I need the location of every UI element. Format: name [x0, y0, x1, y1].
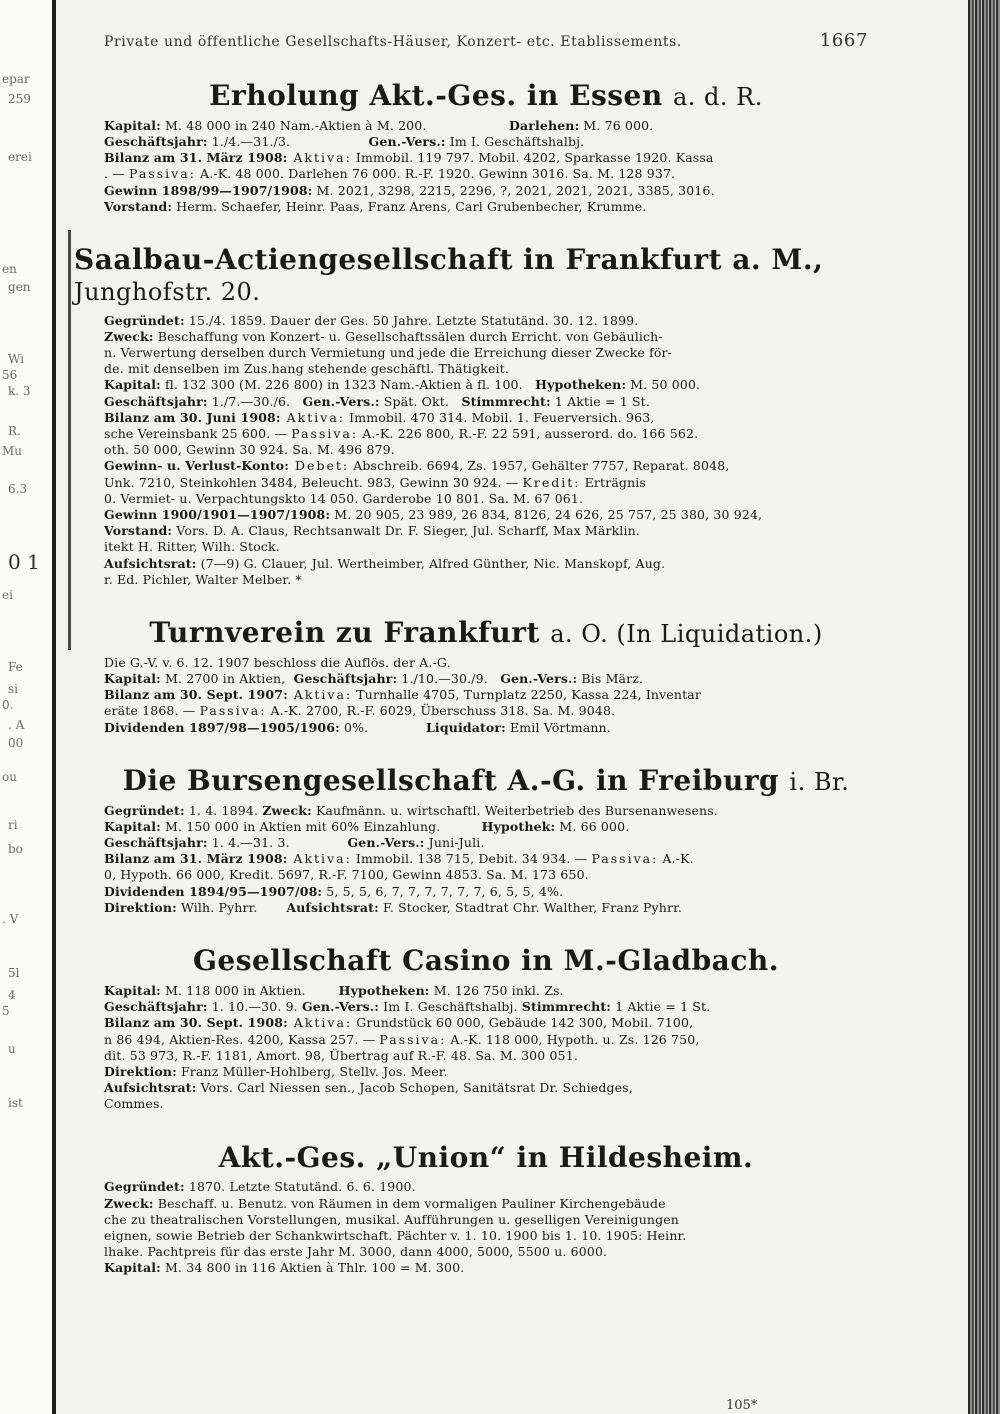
field-text: 1. 4. 1894.: [184, 802, 263, 818]
entry-line: [104, 166, 868, 182]
field-text: A.-K. 48 000. Darlehen 76 000. R.-F. 1920. Gewinn 3016. Sa. M. 128 937.: [195, 166, 676, 182]
spaced-label: Aktiva:: [287, 851, 352, 867]
entry-title-main: Turnverein zu Frankfurt: [149, 616, 540, 650]
field-text: Turnhalle 4705, Turnplatz 2250, Kassa 224, Inventar: [352, 687, 701, 703]
field-text: M. 2021, 3298, 2215, 2296, ?, 2021, 2021, 2021, 3385, 3016.: [312, 182, 715, 198]
field-text: M. 2700 in Aktien,: [160, 671, 294, 687]
entry-line: [104, 329, 868, 345]
field-text: Commes.: [104, 1096, 164, 1112]
field-label: Geschäftsjahr:: [104, 134, 208, 149]
field-text: Beschaff. u. Benutz. von Räumen in dem vormaligen Pauliner Kirchengebäude: [153, 1195, 666, 1211]
field-label: Gewinn- u. Verlust-Konto:: [104, 458, 290, 474]
entry-title: [104, 618, 868, 649]
field-text: Spät. Okt.: [379, 393, 462, 409]
entry-title: [104, 946, 868, 977]
entry-title-main: Die Bursengesellschaft A.-G. in Freiburg: [122, 763, 780, 797]
field-label: Bilanz am 30. Juni 1908:: [104, 409, 281, 425]
margin-fragment: 00: [8, 736, 24, 750]
entry-line: [104, 556, 868, 572]
entry-line: [104, 458, 868, 474]
entry-line: [104, 134, 868, 150]
entry-line: [104, 867, 868, 883]
field-text: 1. 10.—30. 9.: [207, 999, 302, 1015]
margin-fragment: Fe: [8, 660, 23, 674]
field-text: Vors. D. A. Claus, Rechtsanwalt Dr. F. Sieger, Jul. Scharff, Max Märklin.: [172, 523, 640, 539]
field-text: eignen, sowie Betrieb der Schankwirtschaft. Pächter v. 1. 10. 1900 bis 1. 10. 1905: Heinr.: [104, 1227, 687, 1243]
entry-line: [104, 803, 868, 819]
field-text: 5, 5, 5, 6, 7, 7, 7, 7, 7, 7, 6, 5, 5, 4%.: [322, 883, 564, 899]
field-text: Kaufmänn. u. wirtschaftl. Weiterbetrieb des Bursenanwesens.: [311, 802, 718, 818]
field-text: 0, Hypoth. 66 000, Kredit. 5697, R.-F. 7100, Gewinn 4853. Sa. M. 173 650.: [104, 867, 589, 883]
margin-fragment: 5l: [8, 966, 20, 980]
running-head-title: Private und öffentliche Gesellschafts-Häuser, Konzert- etc. Etablissements.: [104, 34, 682, 50]
field-label: Aufsichtsrat:: [104, 1080, 197, 1096]
entry-line: [104, 523, 868, 539]
entry-line: [104, 183, 868, 199]
field-text: che zu theatralischen Vorstellungen, musikal. Aufführungen u. geselligen Vereinigungen: [104, 1211, 679, 1227]
field-label: Bilanz am 31. März 1908:: [104, 150, 288, 166]
company-entry: [74, 243, 868, 588]
entry-title: [104, 763, 868, 797]
field-text: Franz Müller-Hohlberg, Stellv. Jos. Meer.: [176, 1063, 448, 1079]
field-text: n 86 494, Aktien-Res. 4200, Kassa 257. —: [104, 1031, 380, 1047]
field-label: Zweck:: [262, 802, 312, 818]
field-label: Stimmrecht:: [521, 999, 612, 1015]
company-entry: [104, 81, 868, 215]
field-label: Kapital:: [104, 377, 161, 393]
field-text: A.-K. 2700, R.-F. 6029, Überschuss 318. Sa. M. 9048.: [266, 703, 616, 719]
margin-fragment: Mu: [2, 444, 23, 458]
entry-line: [104, 835, 868, 851]
field-label: Vorstand:: [104, 523, 173, 539]
field-label: Hypotheken:: [535, 377, 627, 393]
field-label: Hypothek:: [481, 818, 556, 834]
entry-title-sub: a. O. (In Liquidation.): [550, 620, 823, 649]
field-label: Kapital:: [104, 818, 161, 834]
field-label: Gewinn 1898/99—1907/1908:: [104, 182, 313, 198]
field-label: Bilanz am 31. März 1908:: [104, 851, 288, 867]
entry-line: [104, 720, 868, 736]
field-label: Vorstand:: [104, 198, 173, 214]
field-label: Liquidator:: [425, 719, 506, 735]
field-label: Dividenden 1897/98—1905/1906:: [104, 719, 340, 735]
entry-line: [104, 1196, 868, 1212]
entry-line: [104, 1179, 868, 1195]
margin-fragment: en: [2, 262, 17, 276]
field-text: M. 118 000 in Aktien.: [160, 982, 339, 998]
entry-line: [104, 1244, 868, 1260]
entry-line: [104, 900, 868, 916]
margin-fragment: gen: [8, 280, 31, 294]
field-text: fl. 132 300 (M. 226 800) in 1323 Nam.-Aktien à fl. 100.: [160, 377, 536, 393]
field-label: Geschäftsjahr:: [293, 671, 398, 687]
field-label: Geschäftsjahr:: [104, 999, 208, 1015]
field-text: dit. 53 973, R.-F. 1181, Amort. 98, Übertrag auf R.-F. 48. Sa. M. 300 051.: [104, 1047, 578, 1063]
gutter-rule: [68, 230, 71, 650]
field-text: eräte 1868. —: [104, 703, 200, 719]
field-label: Gen.-Vers.:: [500, 671, 578, 687]
field-label: Stimmrecht:: [461, 393, 551, 409]
field-text: Immobil. 138 715, Debit. 34 934. —: [351, 851, 592, 867]
entry-line: [104, 377, 868, 393]
field-label: Zweck:: [104, 1195, 154, 1211]
field-label: Kapital:: [104, 117, 161, 133]
margin-fragment: 5: [2, 1004, 10, 1018]
entry-line: [104, 884, 868, 900]
field-text: M. 66 000.: [555, 818, 630, 834]
spaced-label: Passiva:: [199, 703, 267, 719]
field-text: Immobil. 470 314. Mobil. 1. Feuerversich. 963,: [345, 409, 655, 425]
field-text: Herm. Schaefer, Heinr. Paas, Franz Arens, Carl Grubenbecher, Krumme.: [172, 198, 647, 214]
field-text: Wilh. Pyhrr.: [176, 899, 287, 915]
entry-title: [104, 81, 868, 112]
entry-title: [104, 1140, 868, 1174]
company-entry: [104, 1140, 868, 1277]
field-text: Grundstück 60 000, Gebäude 142 300, Mobil. 7100,: [352, 1015, 694, 1031]
field-label: Kapital:: [104, 1260, 161, 1276]
field-label: Gen.-Vers.:: [368, 134, 446, 149]
company-entry: [104, 618, 868, 736]
field-text: Die G.-V. v. 6. 12. 1907 beschloss die Auflös. der A.-G.: [104, 654, 451, 670]
entry-title: [74, 245, 868, 307]
entry-line: [104, 851, 868, 867]
margin-fragment: 259: [8, 92, 31, 106]
field-label: Gen.-Vers.:: [301, 999, 380, 1015]
field-text: Emil Vörtmann.: [505, 719, 611, 735]
entry-title-sub: a. d. R.: [672, 83, 763, 111]
field-text: Juni-Juli.: [424, 835, 485, 851]
field-text: Bis März.: [577, 671, 644, 687]
entry-line: [104, 313, 868, 329]
margin-fragment: u: [8, 1042, 16, 1056]
entry-line: [104, 475, 868, 491]
field-label: Gewinn 1900/1901—1907/1908:: [104, 507, 331, 523]
entries-list: [74, 79, 868, 1277]
field-label: Kapital:: [104, 671, 161, 687]
field-text: r. Ed. Pichler, Walter Melber. *: [104, 571, 302, 587]
entry-line: [104, 655, 868, 671]
margin-fragment: 0.: [2, 698, 14, 712]
field-text: M. 48 000 in 240 Nam.-Aktien à M. 200.: [160, 117, 509, 133]
entry-line: [104, 1080, 868, 1096]
entry-line: [104, 1260, 868, 1276]
field-text: de. mit denselben im Zus.hang stehende geschäftl. Thätigkeit.: [104, 361, 509, 377]
field-label: Kapital:: [104, 982, 161, 998]
margin-fragment: bo: [8, 842, 23, 856]
entry-line: [104, 394, 868, 410]
margin-fragment: erei: [8, 150, 32, 164]
entry-title-sub: Junghofstr. 20.: [74, 277, 261, 306]
entry-line: [104, 1048, 868, 1064]
signature-mark: 105*: [726, 1398, 758, 1413]
entry-line: [104, 1096, 868, 1112]
field-label: Bilanz am 30. Sept. 1907:: [104, 687, 288, 703]
company-entry: [104, 946, 868, 1112]
field-label: Direktion:: [104, 899, 177, 915]
spaced-label: Passiva:: [591, 851, 659, 867]
page-edge-shadow: [968, 0, 1000, 1414]
field-label: Gegründet:: [104, 802, 185, 818]
spaced-label: Debet:: [289, 458, 350, 474]
entry-title-main: Saalbau-Actiengesellschaft in Frankfurt a. M.,: [74, 243, 824, 277]
field-text: 1./10.—30./9.: [397, 671, 501, 687]
entry-line: [104, 1212, 868, 1228]
margin-fragment: . V: [2, 912, 19, 926]
field-text: 1./4.—31./3.: [207, 134, 369, 149]
margin-fragment: ri: [8, 818, 18, 832]
field-label: Direktion:: [104, 1063, 177, 1079]
entry-line: [104, 1064, 868, 1080]
spaced-label: Passiva:: [291, 426, 359, 442]
margin-fragment: ou: [2, 770, 17, 784]
spaced-label: Aktiva:: [287, 687, 353, 703]
field-text: itekt H. Ritter, Wilh. Stock.: [104, 539, 280, 555]
field-label: Darlehen:: [508, 117, 580, 133]
entry-line: [104, 491, 868, 507]
entry-line: [104, 199, 868, 215]
field-text: F. Stocker, Stadtrat Chr. Walther, Franz Pyhrr.: [378, 899, 682, 915]
running-head: [104, 30, 868, 51]
entry-line: [104, 150, 868, 166]
field-text: Beschaffung von Konzert- u. Gesellschaftssälen durch Erricht. von Gebäulich-: [153, 328, 663, 344]
field-text: Abschreib. 6694, Zs. 1957, Gehälter 7757, Reparat. 8048,: [349, 458, 730, 474]
field-text: lhake. Pachtpreis für das erste Jahr M. 3000, dann 4000, 5000, 5500 u. 6000.: [104, 1244, 608, 1260]
field-label: Dividenden 1894/95—1907/08:: [104, 883, 323, 899]
margin-fragment: ist: [8, 1096, 23, 1110]
field-text: 1 Aktie = 1 St.: [550, 393, 650, 409]
entry-line: [104, 1228, 868, 1244]
left-margin-fragment: [0, 0, 56, 1414]
field-label: Aufsichtsrat:: [286, 899, 379, 915]
field-text: M. 150 000 in Aktien mit 60% Einzahlung.: [160, 818, 482, 834]
entry-line: [104, 572, 868, 588]
entry-line: [104, 1032, 868, 1048]
page-body: [74, 30, 868, 1307]
field-label: Bilanz am 30. Sept. 1908:: [104, 1015, 288, 1031]
field-label: Gen.-Vers.:: [302, 393, 380, 409]
field-text: M. 20 905, 23 989, 26 834, 8126, 24 626, 25 757, 25 380, 30 924,: [330, 507, 763, 523]
entry-title-main: Erholung Akt.-Ges. in Essen: [209, 79, 663, 112]
spaced-label: Kredit:: [522, 474, 581, 490]
field-label: Gegründet:: [104, 312, 185, 328]
margin-fragment: 6.3: [8, 482, 28, 496]
margin-fragment: si: [8, 682, 18, 696]
spaced-label: Passiva:: [129, 166, 196, 182]
field-label: Gegründet:: [104, 1179, 185, 1195]
margin-fragment: . A: [8, 718, 25, 732]
margin-fragment: R.: [8, 424, 21, 438]
page-number: 1667: [819, 30, 868, 51]
field-text: Erträgnis: [580, 474, 646, 490]
field-label: Geschäftsjahr:: [104, 393, 208, 409]
margin-fragment: k. 3: [8, 384, 31, 398]
field-text: Unk. 7210, Steinkohlen 3484, Beleucht. 983, Gewinn 30 924. —: [104, 474, 523, 490]
field-text: 1870. Letzte Statutänd. 6. 6. 1900.: [184, 1179, 416, 1195]
entry-title-main: Akt.-Ges. „Union“ in Hildesheim.: [218, 1140, 754, 1174]
field-label: Zweck:: [104, 328, 154, 344]
entry-title-sub: i. Br.: [789, 767, 850, 796]
field-text: 0%.: [339, 719, 426, 735]
field-text: A.-K.: [658, 851, 694, 867]
field-text: (7—9) G. Clauer, Jul. Wertheimber, Alfred Günther, Nic. Manskopf, Aug.: [196, 555, 666, 571]
field-text: Immobil. 119 797. Mobil. 4202, Sparkasse 1920. Kassa: [351, 150, 714, 166]
entry-line: [104, 345, 868, 361]
field-text: 1 Aktie = 1 St.: [611, 999, 711, 1015]
entry-line: [104, 507, 868, 523]
margin-fragment: Wi: [8, 352, 24, 366]
field-text: 1./7.—30./6.: [207, 393, 303, 409]
entry-line: [104, 687, 868, 703]
entry-line: [104, 819, 868, 835]
field-text: . —: [104, 166, 130, 182]
entry-line: [104, 539, 868, 555]
field-text: M. 76 000.: [579, 117, 654, 133]
field-text: n. Verwertung derselben durch Vermietung und jede die Erreichung dieser Zwecke för-: [104, 345, 673, 361]
entry-line: [104, 1015, 868, 1031]
field-label: Hypotheken:: [338, 982, 430, 998]
field-text: Im I. Geschäftshalbj.: [445, 134, 585, 149]
entry-line: [104, 118, 868, 134]
field-label: Gen.-Vers.:: [347, 835, 425, 851]
field-text: Im I. Geschäftshalbj.: [379, 999, 522, 1015]
field-text: sche Vereinsbank 25 600. —: [104, 426, 292, 442]
entry-line: [104, 703, 868, 719]
margin-fragment: 56: [2, 368, 18, 382]
entry-line: [104, 983, 868, 999]
field-text: 0. Vermiet- u. Verpachtungskto 14 050. Garderobe 10 801. Sa. M. 67 061.: [104, 490, 584, 506]
field-text: oth. 50 000, Gewinn 30 924. Sa. M. 496 879.: [104, 442, 395, 458]
company-entry: [104, 763, 868, 916]
spaced-label: Passiva:: [379, 1031, 447, 1047]
margin-fragment: 0 1: [8, 550, 40, 574]
entry-line: [104, 426, 868, 442]
entry-line: [104, 361, 868, 377]
field-text: Vors. Carl Niessen sen., Jacob Schopen, Sanitätsrat Dr. Schiedges,: [196, 1080, 633, 1096]
field-text: M. 50 000.: [626, 377, 701, 393]
margin-fragment: ei: [2, 588, 13, 602]
field-label: Aufsichtsrat:: [104, 555, 197, 571]
margin-fragment: epar: [2, 72, 30, 86]
field-label: Geschäftsjahr:: [104, 835, 208, 851]
entry-title-main: Gesellschaft Casino in M.-Gladbach.: [193, 944, 779, 978]
field-text: 15./4. 1859. Dauer der Ges. 50 Jahre. Letzte Statutänd. 30. 12. 1899.: [184, 312, 639, 328]
spaced-label: Aktiva:: [280, 409, 345, 425]
spaced-label: Aktiva:: [287, 1015, 353, 1031]
spaced-label: Aktiva:: [287, 150, 352, 166]
field-text: M. 34 800 in 116 Aktien à Thlr. 100 = M. 300.: [160, 1260, 465, 1276]
field-text: M. 126 750 inkl. Zs.: [429, 982, 564, 998]
entry-line: [104, 999, 868, 1015]
margin-fragment: 4: [8, 988, 16, 1002]
field-text: A.-K. 226 800, R.-F. 22 591, ausserord. do. 166 562.: [358, 426, 699, 442]
field-text: 1. 4.—31. 3.: [207, 835, 348, 851]
entry-line: [104, 410, 868, 426]
entry-line: [104, 442, 868, 458]
entry-line: [104, 671, 868, 687]
field-text: A.-K. 118 000, Hypoth. u. Zs. 126 750,: [446, 1031, 700, 1047]
